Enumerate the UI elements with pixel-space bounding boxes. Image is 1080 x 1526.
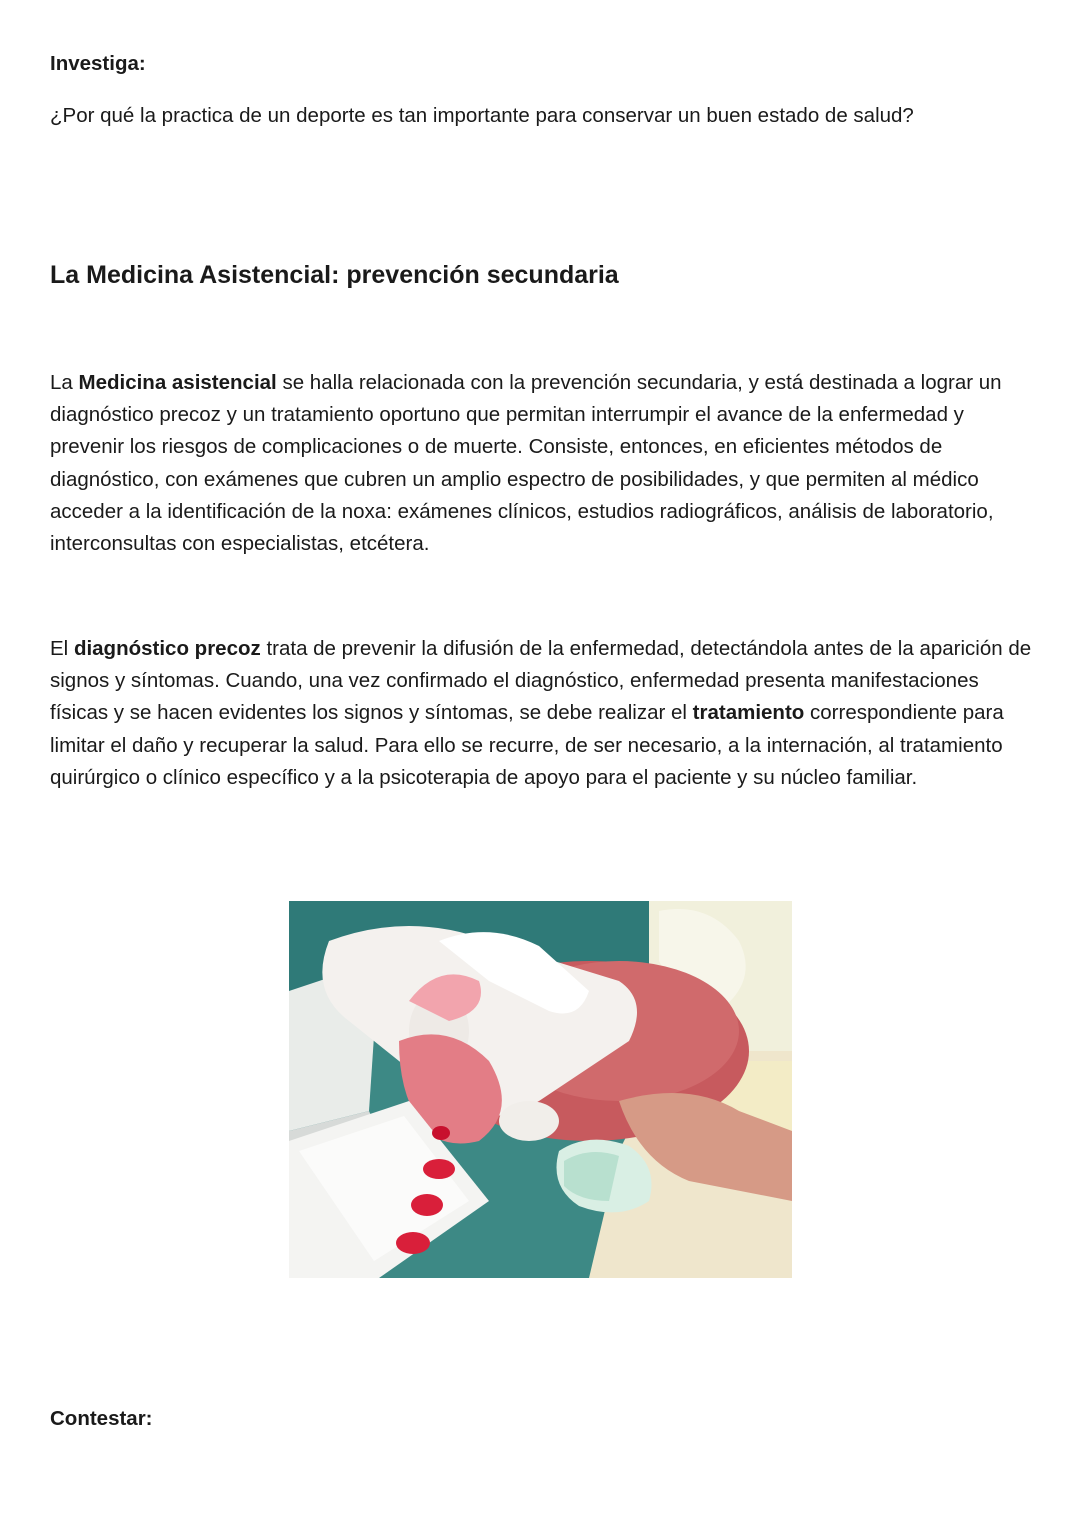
paragraph2-text-end: correspondiente para limitar el daño y recuperar la salud. Para ello se recurre, de ser necesario, a la internación, al tratamiento quirúrgico o clínico específico y a la psicoterapia de apoyo para el paciente y su núcleo familiar. <box>50 701 1004 789</box>
paragraph2-text-start: El <box>50 637 74 660</box>
paragraph1-text-start: La <box>50 371 79 394</box>
term-tratamiento: tratamiento <box>692 701 805 725</box>
paragraph1-text-rest: se halla relacionada con la prevención secundaria, y está destinada a lograr un diagnóstico precoz y un tratamiento oportuno que permitan interrumpir el avance de la enfermedad y prevenir los riesgos de complicaciones o de muerte. Consiste, entonces, en eficientes métodos de diagnóstico, con exámenes que cubren un amplio espectro de posibilidades, y que permiten al médico acceder a la identificación de la noxa: exámenes clínicos, estudios radiográficos, análisis de laboratorio, interconsultas con especialistas, etcétera. <box>50 371 1002 556</box>
contestar-heading: Contestar: <box>50 1407 153 1430</box>
section-title: La Medicina Asistencial: prevención secundaria <box>50 261 619 289</box>
paragraph2-text-middle: trata de prevenir la difusión de la enfermedad, detectándola antes de la aparición de signos y síntomas. Cuando, una vez confirmado el diagnóstico, enfermedad presenta manifestaciones físicas y se hacen evidentes los signos y síntomas, se debe realizar el <box>50 637 1032 725</box>
heel-prick-test-photo <box>289 901 792 1278</box>
research-question: ¿Por qué la practica de un deporte es tan importante para conservar un buen estado de salud? <box>50 104 914 127</box>
paragraph-diagnostico-precoz <box>50 633 1040 794</box>
term-medicina-asistencial: Medicina asistencial <box>78 371 277 394</box>
term-diagnostico-precoz: diagnóstico precoz <box>73 637 261 660</box>
paragraph-medicina-asistencial <box>50 367 1040 560</box>
investiga-heading: Investiga: <box>50 52 146 75</box>
